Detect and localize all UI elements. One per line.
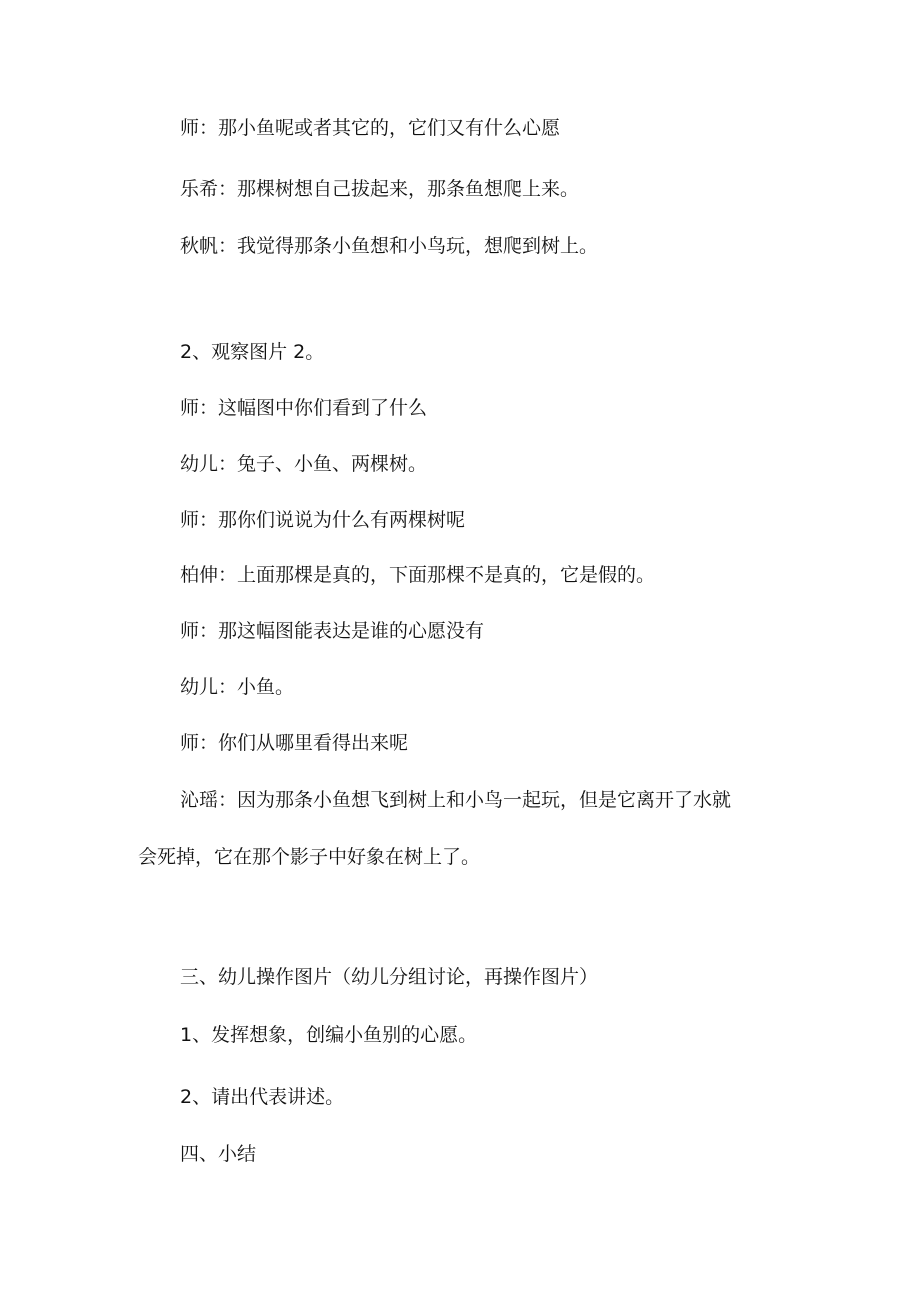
text-line: 幼儿：兔子、小鱼、两棵树。	[180, 453, 428, 475]
section-heading: 四、小结	[180, 1143, 257, 1165]
text-line: 1、发挥想象，创编小鱼别的心愿。	[180, 1024, 478, 1046]
text-line: 沁瑶：因为那条小鱼想飞到树上和小鸟一起玩，但是它离开了水就	[180, 789, 732, 811]
text-line: 师：那小鱼呢或者其它的，它们又有什么心愿	[180, 117, 561, 139]
text-line: 秋帆：我觉得那条小鱼想和小鸟玩，想爬到树上。	[180, 235, 599, 257]
text-line: 幼儿：小鱼。	[180, 676, 295, 698]
text-line: 2、请出代表讲述。	[180, 1086, 345, 1108]
text-line: 师：你们从哪里看得出来呢	[180, 732, 409, 754]
text-line: 柏伸：上面那棵是真的，下面那棵不是真的，它是假的。	[180, 564, 656, 586]
text-line: 师：那这幅图能表达是谁的心愿没有	[180, 620, 485, 642]
section-heading: 三、幼儿操作图片（幼儿分组讨论，再操作图片）	[180, 966, 599, 988]
text-line: 师：这幅图中你们看到了什么	[180, 397, 428, 419]
text-line-continued: 会死掉，它在那个影子中好象在树上了。	[138, 846, 481, 868]
text-line: 乐希：那棵树想自己拔起来，那条鱼想爬上来。	[180, 178, 580, 200]
section-subheading: 2、观察图片 2。	[180, 341, 325, 363]
text-line: 师：那你们说说为什么有两棵树呢	[180, 509, 466, 531]
